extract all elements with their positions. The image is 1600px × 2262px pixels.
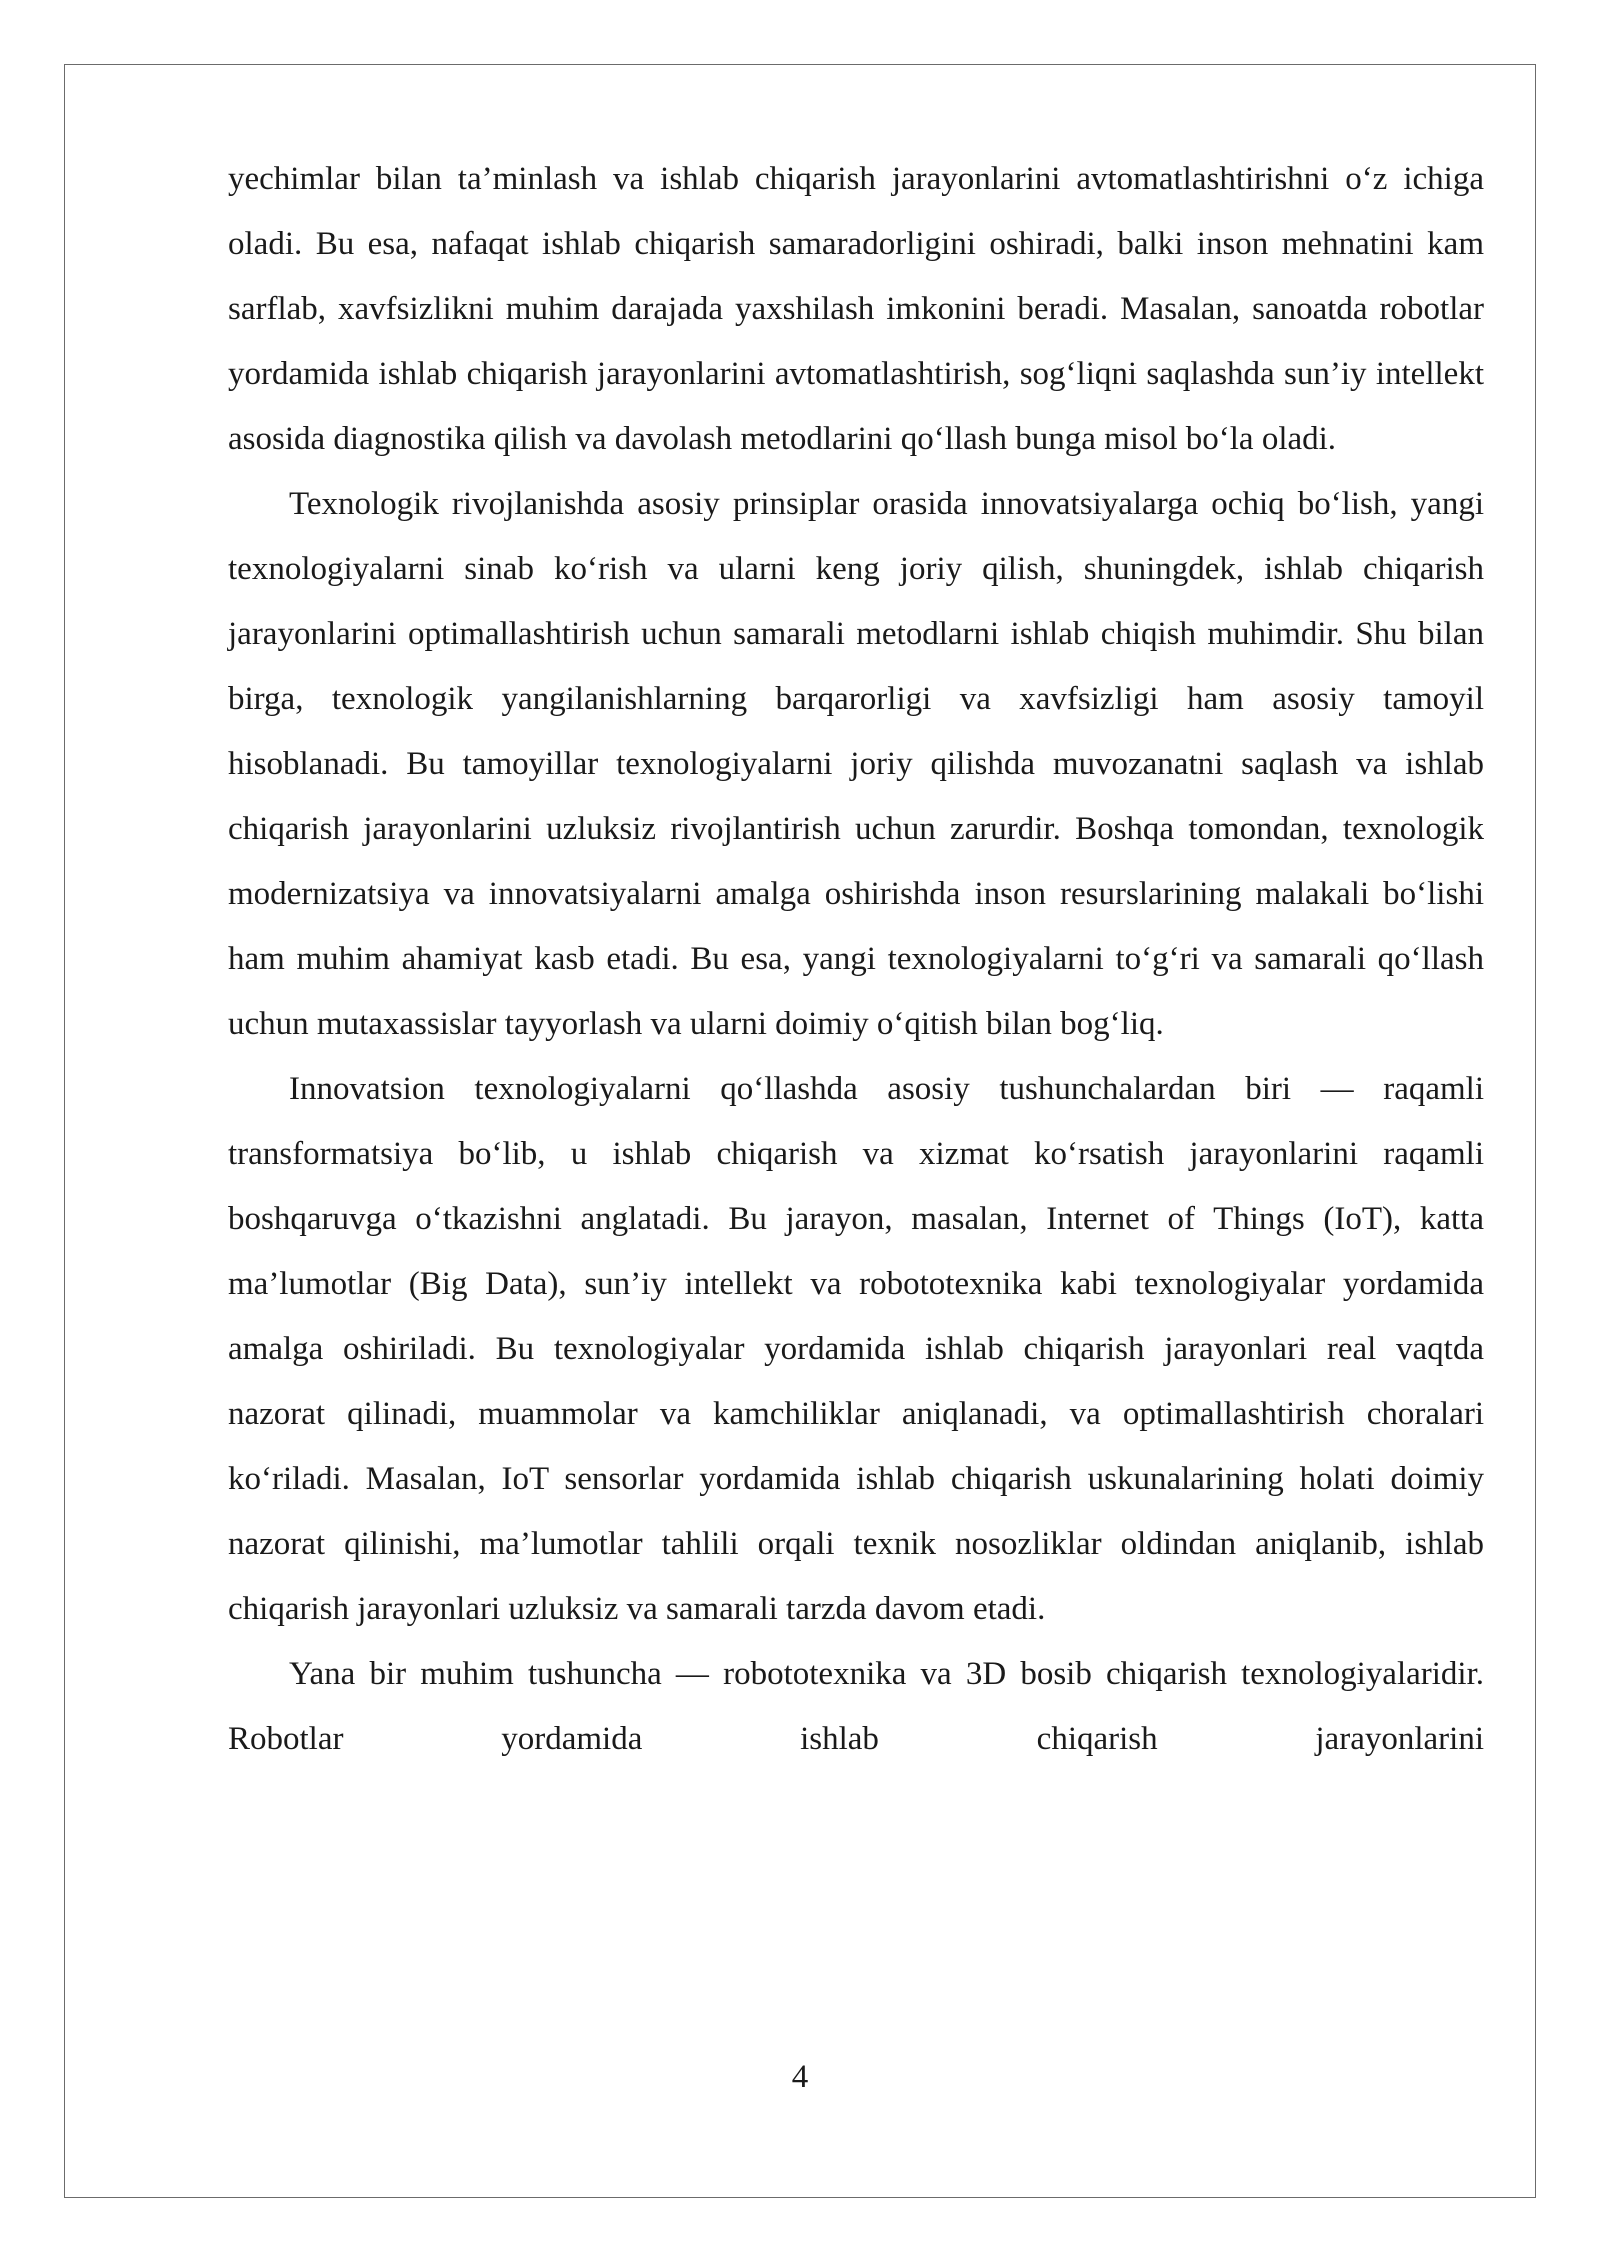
paragraph-robotics: Yana bir muhim tushuncha — robototexnika va 3D bosib chiqarish texnologiyalaridir. Robotlar yordamida ishlab chiqarish jarayonlarini xyxy=(228,1656,1484,1757)
document-body xyxy=(228,147,1484,1772)
paragraph-digital-transformation: Innovatsion texnologiyalarni qo‘llashda asosiy tushunchalardan biri — raqamli transformatsiya bo‘lib, u ishlab chiqarish va xizmat ko‘rsatish jarayonlarini raqamli boshqaruvga o‘tkazishni anglatadi. Bu jarayon, masalan, Internet of Things (IoT), katta ma’lumotlar (Big Data), sun’iy intellekt va robototexnika kabi texnologiyalar yordamida amalga oshiriladi. Bu texnologiyalar yordamida ishlab chiqarish jarayonlari real vaqtda nazorat qilinadi, muammolar va kamchiliklar aniqlanadi, va optimallashtirish choralari ko‘riladi. Masalan, IoT sensorlar yordamida ishlab chiqarish uskunalarining holati doimiy nazorat qilinishi, ma’lumotlar tahlili orqali texnik nosozliklar oldindan aniqlanib, ishlab chiqarish jarayonlari uzluksiz va samarali tarzda davom etadi. xyxy=(228,1071,1484,1627)
page-number: 4 xyxy=(791,2059,809,2095)
paragraph-technological-principles: Texnologik rivojlanishda asosiy prinsiplar orasida innovatsiyalarga ochiq bo‘lish, yangi texnologiyalarni sinab ko‘rish va ularni keng joriy qilish, shuningdek, ishlab chiqarish jarayonlarini optimallashtirish uchun samarali metodlarni ishlab chiqish muhimdir. Shu bilan birga, texnologik yangilanishlarning barqarorligi va xavfsizligi ham asosiy tamoyil hisoblanadi. Bu tamoyillar texnologiyalarni joriy qilishda muvozanatni saqlash va ishlab chiqarish jarayonlarini uzluksiz rivojlantirish uchun zarurdir. Boshqa tomondan, texnologik modernizatsiya va innovatsiyalarni amalga oshirishda inson resurslarining malakali bo‘lishi ham muhim ahamiyat kasb etadi. Bu esa, yangi texnologiyalarni to‘g‘ri va samarali qo‘llash uchun mutaxassislar tayyorlash va ularni doimiy o‘qitish bilan bog‘liq. xyxy=(228,486,1484,1042)
paragraph-continuation: yechimlar bilan ta’minlash va ishlab chiqarish jarayonlarini avtomatlashtirishni o‘z ichiga oladi. Bu esa, nafaqat ishlab chiqarish samaradorligini oshiradi, balki inson mehnatini kam sarflab, xavfsizlikni muhim darajada yaxshilash imkonini beradi. Masalan, sanoatda robotlar yordamida ishlab chiqarish jarayonlarini avtomatlashtirish, sog‘liqni saqlashda sun’iy intellekt asosida diagnostika qilish va davolash metodlarini qo‘llash bunga misol bo‘la oladi. xyxy=(228,161,1484,457)
